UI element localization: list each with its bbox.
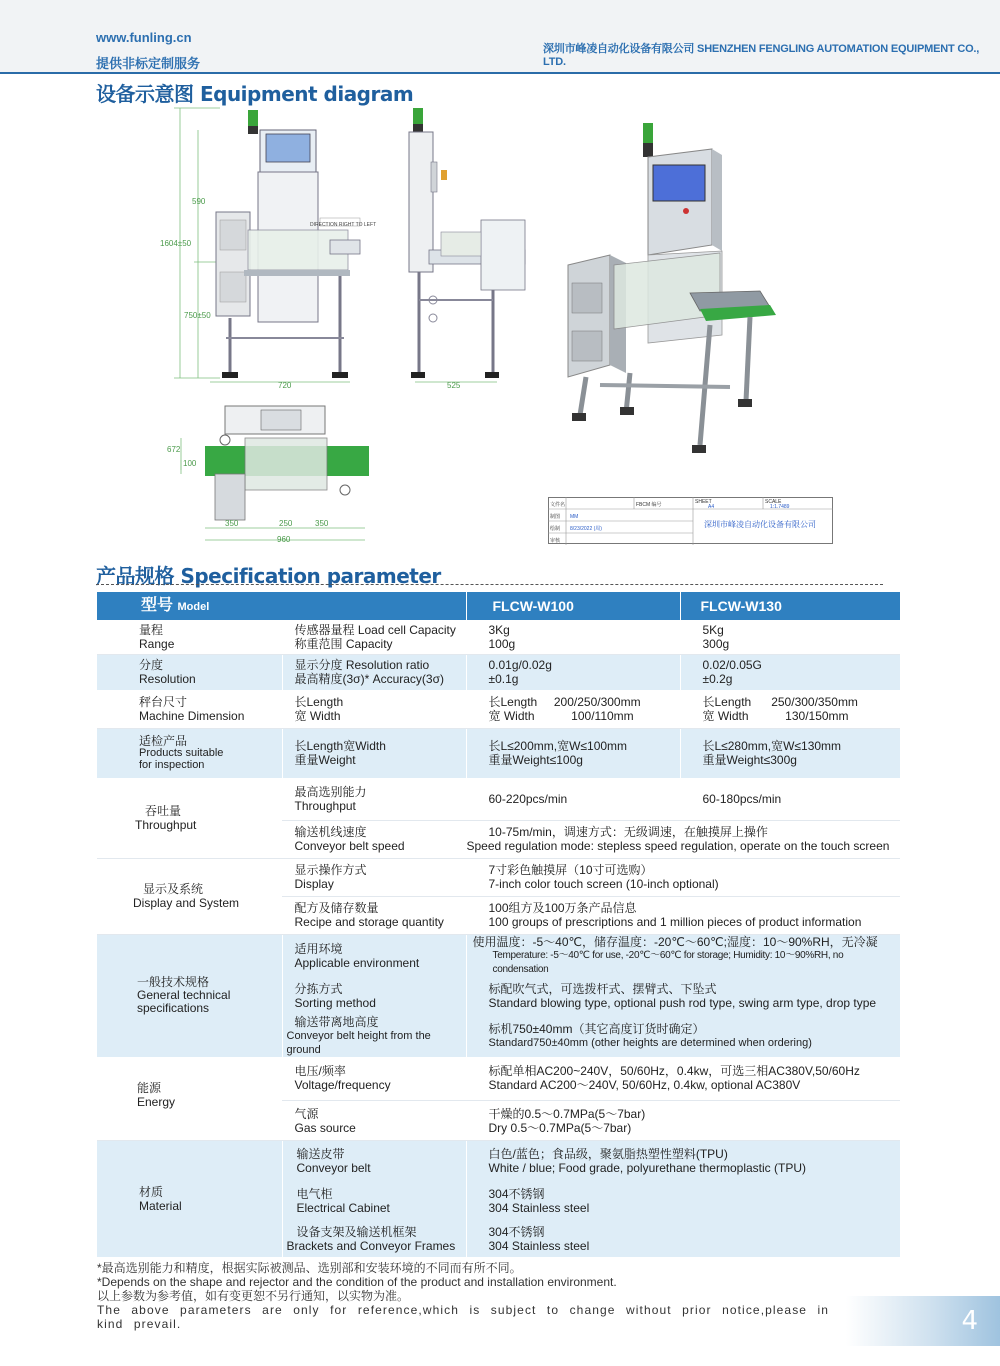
category-en-2: for inspection bbox=[139, 759, 205, 772]
param-name-2: Gas source bbox=[294, 1120, 356, 1135]
footnote-cn-1: *最高选别能力和精度，根据实际被测品、选别部和安装环境的不同而有所不同。 bbox=[97, 1261, 522, 1275]
shared-value: 标配单相AC200~240V，50/60Hz，0.4kw，可选三相AC380V,50/60Hz bbox=[488, 1064, 860, 1079]
dim-672: 672 bbox=[167, 445, 181, 454]
table-row bbox=[97, 1057, 900, 1101]
equipment-3d-render bbox=[540, 115, 830, 475]
w130-value-2: ±0.2g bbox=[702, 672, 733, 687]
title-block-date: 8/23/2022 (周) bbox=[570, 526, 602, 532]
footnote-en-2: The above parameters are only for reference,which is subject to change without prior notice,please in kind prevail. bbox=[97, 1303, 830, 1331]
top-view-drawing bbox=[165, 398, 370, 546]
category-en: Resolution bbox=[139, 672, 196, 687]
shared-value-2: 304 Stainless steel bbox=[488, 1200, 590, 1215]
shared-value-2: Dry 0.5～0.7MPa(5～7bar) bbox=[488, 1120, 632, 1135]
direction-label: DIRECTION RIGHT TO LEFT bbox=[310, 222, 377, 228]
model-header bbox=[97, 592, 466, 620]
w100-value: 60-220pcs/min bbox=[488, 791, 568, 806]
title-block-drafter: 制图 bbox=[550, 514, 561, 520]
param-name: 配方及储存数量 bbox=[294, 901, 379, 915]
title-block-scale: SCALE bbox=[765, 499, 782, 505]
title-block-number: FBCM 编号 bbox=[636, 502, 662, 508]
w100-value: 长L≤200mm,宽W≤100mm bbox=[488, 739, 628, 754]
w100-value-2: ±0.1g bbox=[488, 672, 519, 687]
title-block-filename: 文件名 bbox=[550, 502, 566, 508]
shared-value-2: Standard750±40mm (other heights are determined when ordering) bbox=[488, 1036, 812, 1049]
shared-value: 304不锈钢 bbox=[488, 1224, 545, 1239]
w130-value: 长L≤280mm,宽W≤130mm bbox=[702, 739, 842, 754]
company-name: 深圳市峰凌自动化设备有限公司 SHENZHEN FENGLING AUTOMATION EQUIPMENT CO., LTD. bbox=[543, 43, 980, 68]
w100-value: 3Kg bbox=[488, 622, 510, 637]
spec-title: 产品规格 Specification parameter bbox=[96, 564, 441, 588]
shared-value: 7寸彩色触摸屏（10寸可选购） bbox=[488, 863, 653, 877]
category-cn: 一般技术规格 bbox=[137, 975, 210, 989]
w100-value: 0.01g/0.02g bbox=[488, 658, 552, 673]
diagram-title: 设备示意图 Equipment diagram bbox=[96, 82, 414, 106]
title-block-sheet: SHEET bbox=[695, 499, 712, 505]
shared-value-2: 304 Stainless steel bbox=[488, 1238, 590, 1253]
title-block-scale-value: 1:1.7489 bbox=[770, 504, 790, 510]
front-view-drawing bbox=[160, 100, 377, 390]
param-name-2: Recipe and storage quantity bbox=[294, 915, 444, 929]
shared-value: 使用温度：-5～40℃，储存温度：-20℃～60℃;湿度：10～90%RH，无冷凝 bbox=[472, 934, 878, 949]
title-block-drawn: 绘制 bbox=[550, 526, 561, 532]
category-en-2: specifications bbox=[137, 1001, 210, 1015]
param-name: 气源 bbox=[294, 1106, 319, 1121]
shared-value-2: Temperature: -5～40℃ for use, -20℃～60℃ for storage; Humidity: 10～90%RH, no condensation bbox=[492, 949, 844, 975]
w130-value: 0.02/0.05G bbox=[702, 658, 762, 673]
w100-value: 长Length 200/250/300mm bbox=[488, 694, 641, 709]
category-en: General technical bbox=[137, 988, 231, 1002]
dim-720: 720 bbox=[278, 381, 292, 390]
title-block-company: 深圳市峰凌自动化设备有限公司 bbox=[704, 520, 816, 529]
param-name: 长Length宽Width bbox=[294, 739, 386, 754]
category-en: Range bbox=[139, 636, 175, 651]
side-view-drawing bbox=[385, 100, 535, 390]
footnotes bbox=[97, 1261, 857, 1331]
w100-value-2: 100g bbox=[488, 636, 516, 651]
param-name-2: Throughput bbox=[294, 798, 356, 813]
model-w130-header: FLCW-W130 bbox=[680, 592, 900, 620]
shared-value-2: 100 groups of prescriptions and 1 million pieces of product information bbox=[488, 915, 862, 929]
model-w100-header: FLCW-W100 bbox=[466, 592, 680, 620]
param-name: 显示操作方式 bbox=[294, 863, 367, 877]
shared-value: 标机750±40mm（其它高度订货时确定） bbox=[488, 1021, 705, 1036]
param-name-2: Brackets and Conveyor Frames bbox=[286, 1238, 456, 1253]
dim-750: 750±50 bbox=[184, 311, 211, 320]
param-name: 输送皮带 bbox=[296, 1146, 345, 1161]
drawing-title-block bbox=[548, 497, 833, 545]
spec-header-row bbox=[97, 592, 900, 620]
param-name-2: Electrical Cabinet bbox=[296, 1200, 390, 1215]
category-en: Display and System bbox=[133, 896, 240, 910]
dim-525: 525 bbox=[447, 381, 461, 390]
model-label-en: Model bbox=[177, 600, 210, 613]
table-row bbox=[97, 690, 900, 728]
category-en: Energy bbox=[137, 1094, 176, 1109]
shared-value-2: Standard blowing type, optional push rod type, swing arm type, drop type bbox=[488, 995, 877, 1010]
param-name: 电压/频率 bbox=[294, 1064, 346, 1079]
w100-value-2: 宽 Width 100/110mm bbox=[488, 708, 634, 723]
page-number: 4 bbox=[961, 1306, 978, 1336]
param-name: 分拣方式 bbox=[294, 981, 343, 996]
param-name-2: 重量Weight bbox=[294, 753, 356, 768]
w130-value: 5Kg bbox=[702, 622, 724, 637]
param-name-2: 最高精度(3σ)* Accuracy(3σ) bbox=[294, 672, 444, 687]
shared-value: 10-75m/min，调速方式：无级调速，在触摸屏上操作 bbox=[488, 825, 768, 839]
site-url[interactable]: www.funling.cn bbox=[96, 30, 192, 45]
category-cn: 能源 bbox=[137, 1080, 162, 1095]
w130-value: 60-180pcs/min bbox=[702, 791, 782, 806]
dim-350a: 350 bbox=[225, 519, 239, 528]
footnote-cn-2: 以上参数为参考值，如有变更恕不另行通知，以实物为准。 bbox=[97, 1289, 410, 1303]
category-cn: 分度 bbox=[139, 658, 164, 673]
page-number-tab bbox=[846, 1296, 1000, 1346]
param-name: 传感器量程 Load cell Capacity bbox=[294, 622, 456, 637]
header-rule bbox=[0, 72, 1000, 74]
param-name-2: Display bbox=[294, 877, 334, 891]
table-row bbox=[97, 728, 900, 778]
param-name: 长Length bbox=[294, 694, 344, 709]
param-name-2: Applicable environment bbox=[294, 955, 420, 970]
dim-250: 250 bbox=[279, 519, 293, 528]
category-cn: 显示及系统 bbox=[143, 882, 204, 896]
w130-value: 长Length 250/300/350mm bbox=[702, 694, 858, 709]
w130-value-2: 重量Weight≤300g bbox=[702, 753, 797, 768]
model-label: 型号 bbox=[141, 596, 174, 614]
shared-value: 白色/蓝色；食品级，聚氨脂热塑性塑料(TPU) bbox=[488, 1146, 728, 1161]
shared-value: 100组方及100万条产品信息 bbox=[488, 901, 637, 915]
table-row bbox=[97, 858, 900, 896]
w130-value-2: 宽 Width 130/150mm bbox=[702, 708, 849, 723]
category-cn: 材质 bbox=[139, 1184, 164, 1199]
param-name-2: Conveyor belt bbox=[296, 1160, 371, 1175]
dim-590: 590 bbox=[192, 197, 206, 206]
param-name: 输送机线速度 bbox=[294, 825, 367, 839]
param-name-2: Conveyor belt height from the ground bbox=[286, 1029, 431, 1056]
title-block-drafter-value: MM bbox=[570, 514, 579, 520]
shared-value-2: Speed regulation mode: stepless speed regulation, operate on the touch screen bbox=[466, 839, 890, 853]
param-name: 设备支架及输送机框架 bbox=[296, 1224, 417, 1239]
dim-350b: 350 bbox=[315, 519, 329, 528]
dim-1604: 1604±50 bbox=[160, 239, 192, 248]
shared-value: 标配吹气式，可选拨杆式、摆臂式、下坠式 bbox=[488, 981, 717, 996]
shared-value: 304不锈钢 bbox=[488, 1186, 545, 1201]
category-en: Products suitable bbox=[139, 747, 224, 760]
table-row bbox=[97, 620, 900, 654]
param-name-2: 宽 Width bbox=[294, 708, 341, 723]
spec-table bbox=[97, 592, 900, 1257]
dim-960: 960 bbox=[277, 535, 291, 544]
table-row bbox=[97, 654, 900, 690]
param-name: 适用环境 bbox=[294, 941, 343, 956]
spec-title-rule bbox=[96, 584, 883, 585]
shared-value-2: White / blue; Food grade, polyurethane thermoplastic (TPU) bbox=[488, 1160, 806, 1175]
category-cn: 适检产品 bbox=[139, 734, 188, 749]
table-row bbox=[97, 778, 900, 820]
w130-value-2: 300g bbox=[702, 636, 730, 651]
param-name-2: 称重范围 Capacity bbox=[294, 636, 393, 651]
param-name: 输送带离地高度 bbox=[294, 1014, 379, 1029]
param-name: 显示分度 Resolution ratio bbox=[294, 658, 430, 673]
param-name-2: Sorting method bbox=[294, 995, 376, 1010]
category-cn: 秤台尺寸 bbox=[139, 694, 188, 709]
table-row bbox=[97, 1141, 900, 1181]
param-name-2: Voltage/frequency bbox=[294, 1078, 391, 1093]
param-name: 最高选别能力 bbox=[294, 784, 367, 799]
service-tagline: 提供非标定制服务 bbox=[96, 56, 201, 71]
table-row bbox=[97, 934, 900, 977]
shared-value-2: 7-inch color touch screen (10-inch optional) bbox=[488, 877, 719, 891]
row-category bbox=[97, 620, 282, 654]
category-en: Material bbox=[139, 1198, 182, 1213]
shared-value: 干燥的0.5～0.7MPa(5～7bar) bbox=[488, 1106, 646, 1121]
title-block-sheet-value: A4 bbox=[708, 504, 715, 510]
title-block-review: 审核 bbox=[550, 538, 561, 544]
param-name-2: Conveyor belt speed bbox=[294, 839, 405, 853]
category-en: Machine Dimension bbox=[139, 708, 245, 723]
category-cn: 吞吐量 bbox=[145, 803, 182, 818]
footnote-en-1: *Depends on the shape and rejector and the condition of the product and installation environment. bbox=[97, 1275, 617, 1289]
category-en: Throughput bbox=[135, 817, 197, 832]
category-cn: 量程 bbox=[139, 622, 164, 637]
dim-100: 100 bbox=[183, 459, 197, 468]
w100-value-2: 重量Weight≤100g bbox=[488, 753, 583, 768]
shared-value-2: Standard AC200～240V, 50/60Hz, 0.4kw, optional AC380V bbox=[488, 1078, 801, 1093]
param-name: 电气柜 bbox=[296, 1186, 333, 1201]
